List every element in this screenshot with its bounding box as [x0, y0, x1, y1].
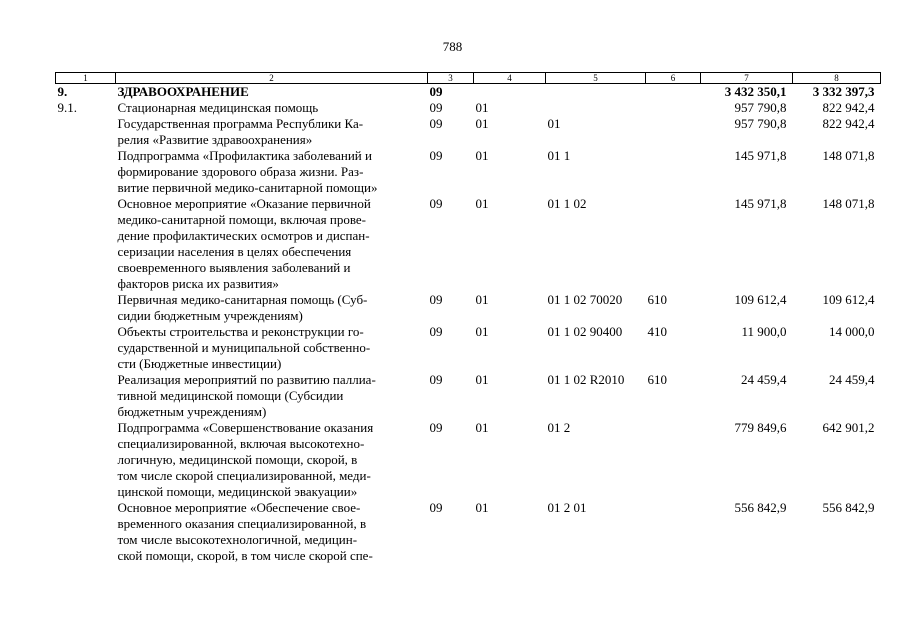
row-name-line: Объекты строительства и реконструкции го- [117, 324, 364, 339]
amount-year-2: 14 000,0 [829, 324, 875, 339]
table-row [56, 324, 881, 372]
table-row [56, 100, 881, 116]
amount-year-2: 3 332 397,3 [812, 84, 875, 99]
section-code: 09 [429, 324, 443, 339]
amount-year-1: 24 459,4 [741, 372, 787, 387]
table-row [56, 420, 881, 500]
table-row [56, 292, 881, 324]
amount-year-2: 109 612,4 [822, 292, 875, 307]
row-number [56, 500, 116, 564]
row-name-line: бюджетным учреждениям) [117, 404, 267, 419]
row-number: 9.1. [57, 100, 77, 115]
expense-type-code [646, 196, 701, 292]
row-name-line: цинской помощи, медицинской эвакуации» [117, 484, 358, 499]
column-header-1: 1 [56, 73, 116, 84]
amount-year-1: 11 900,0 [741, 324, 787, 339]
subsection-code: 01 [475, 148, 489, 163]
row-name [116, 500, 428, 564]
row-number [56, 148, 116, 196]
row-name [116, 116, 428, 148]
row-name-line: своевременного выявления заболеваний и [117, 260, 351, 275]
row-name [116, 420, 428, 500]
row-name-line: Государственная программа Республики Ка- [117, 116, 364, 131]
subsection-code: 01 [475, 500, 489, 515]
column-header-5: 5 [546, 73, 646, 84]
expense-type-code [646, 148, 701, 196]
page-number: 788 [442, 39, 463, 54]
row-name [116, 292, 428, 324]
amount-year-2: 822 942,4 [822, 116, 875, 131]
target-article-code: 01 1 02 90400 [547, 324, 623, 339]
expense-type-code [646, 420, 701, 500]
expense-type-code: 610 [647, 292, 667, 307]
expense-type-code [646, 84, 701, 101]
expense-type-code [646, 116, 701, 148]
amount-year-2: 148 071,8 [822, 148, 875, 163]
amount-year-2: 642 901,2 [822, 420, 875, 435]
row-number: 9. [57, 84, 68, 99]
row-name-line: Подпрограмма «Совершенствование оказания [117, 420, 374, 435]
row-name-line: временного оказания специализированной, в [117, 516, 367, 531]
section-code: 09 [429, 420, 443, 435]
section-code: 09 [429, 500, 443, 515]
row-name-line: медико-санитарной помощи, включая прове- [117, 212, 366, 227]
row-name-line: том числе скорой специализированной, меди- [117, 468, 371, 483]
expense-type-code [646, 100, 701, 116]
subsection-code: 01 [475, 372, 489, 387]
row-name-line: Первичная медико-санитарная помощь (Суб- [117, 292, 368, 307]
section-code: 09 [429, 148, 443, 163]
row-name [116, 372, 428, 420]
row-name-line: Основное мероприятие «Обеспечение свое- [117, 500, 361, 515]
amount-year-1: 145 971,8 [734, 148, 787, 163]
row-name [116, 100, 428, 116]
row-name-line: ЗДРАВООХРАНЕНИЕ [117, 84, 249, 99]
amount-year-1: 957 790,8 [734, 100, 787, 115]
row-name-line: Основное мероприятие «Оказание первичной [117, 196, 371, 211]
amount-year-1: 957 790,8 [734, 116, 787, 131]
amount-year-1: 109 612,4 [734, 292, 787, 307]
column-header-6: 6 [646, 73, 701, 84]
amount-year-2: 148 071,8 [822, 196, 875, 211]
amount-year-1: 556 842,9 [734, 500, 787, 515]
row-name-line: Стационарная медицинская помощь [117, 100, 319, 115]
table-body [56, 84, 881, 565]
amount-year-2: 822 942,4 [822, 100, 875, 115]
target-article-code: 01 2 [547, 420, 571, 435]
section-code: 09 [429, 100, 443, 115]
section-code: 09 [429, 84, 443, 99]
budget-table [55, 72, 881, 564]
subsection-code: 01 [475, 324, 489, 339]
target-article-code: 01 1 [547, 148, 571, 163]
row-name-line: ской помощи, скорой, в том числе скорой спе- [117, 548, 373, 563]
row-name-line: витие первичной медико-санитарной помощи» [117, 180, 378, 195]
row-number [56, 324, 116, 372]
target-article-code: 01 1 02 [547, 196, 587, 211]
row-name [116, 196, 428, 292]
section-code: 09 [429, 196, 443, 211]
amount-year-1: 3 432 350,1 [724, 84, 787, 99]
target-article-code: 01 [547, 116, 561, 131]
row-number [56, 372, 116, 420]
row-name-line: сти (Бюджетные инвестиции) [117, 356, 282, 371]
target-article-code: 01 2 01 [547, 500, 587, 515]
row-name-line: тивной медицинской помощи (Субсидии [117, 388, 344, 403]
row-name-line: сударственной и муниципальной собственно- [117, 340, 371, 355]
row-name-line: факторов риска их развития» [117, 276, 279, 291]
target-article-code [546, 100, 646, 116]
target-article-code [546, 84, 646, 101]
subsection-code [474, 84, 546, 101]
row-number [56, 196, 116, 292]
expense-type-code [646, 500, 701, 564]
target-article-code: 01 1 02 R2010 [547, 372, 625, 387]
section-code: 09 [429, 292, 443, 307]
row-name-line: специализированной, включая высокотехно- [117, 436, 365, 451]
subsection-code: 01 [475, 100, 489, 115]
subsection-code: 01 [475, 116, 489, 131]
row-name-line: формирование здорового образа жизни. Раз- [117, 164, 364, 179]
table-row [56, 84, 881, 101]
row-name [116, 84, 428, 101]
row-number [56, 292, 116, 324]
row-name [116, 148, 428, 196]
row-number [56, 420, 116, 500]
column-header-2: 2 [116, 73, 428, 84]
row-name [116, 324, 428, 372]
table-row [56, 116, 881, 148]
table-row [56, 196, 881, 292]
table-row [56, 500, 881, 564]
column-header-7: 7 [701, 73, 793, 84]
row-number [56, 116, 116, 148]
row-name-line: том числе высокотехнологичной, медицин- [117, 532, 358, 547]
section-code: 09 [429, 372, 443, 387]
amount-year-2: 24 459,4 [829, 372, 875, 387]
header-row [56, 73, 881, 84]
column-header-3: 3 [428, 73, 474, 84]
row-name-line: релия «Развитие здравоохранения» [117, 132, 313, 147]
row-name-line: дение профилактических осмотров и диспан- [117, 228, 370, 243]
table-row [56, 372, 881, 420]
expense-type-code: 610 [647, 372, 667, 387]
subsection-code: 01 [475, 196, 489, 211]
row-name-line: сидии бюджетным учреждениям) [117, 308, 303, 323]
expense-type-code: 410 [647, 324, 667, 339]
row-name-line: Подпрограмма «Профилактика заболеваний и [117, 148, 372, 163]
row-name-line: логичную, медицинской помощи, скорой, в [117, 452, 358, 467]
row-name-line: серизации населения в целях обеспечения [117, 244, 352, 259]
subsection-code: 01 [475, 420, 489, 435]
amount-year-1: 779 849,6 [734, 420, 787, 435]
column-header-4: 4 [474, 73, 546, 84]
subsection-code: 01 [475, 292, 489, 307]
table-row [56, 148, 881, 196]
section-code: 09 [429, 116, 443, 131]
target-article-code: 01 1 02 70020 [547, 292, 623, 307]
row-name-line: Реализация мероприятий по развитию паллиа- [117, 372, 376, 387]
column-header-8: 8 [793, 73, 881, 84]
amount-year-1: 145 971,8 [734, 196, 787, 211]
amount-year-2: 556 842,9 [822, 500, 875, 515]
